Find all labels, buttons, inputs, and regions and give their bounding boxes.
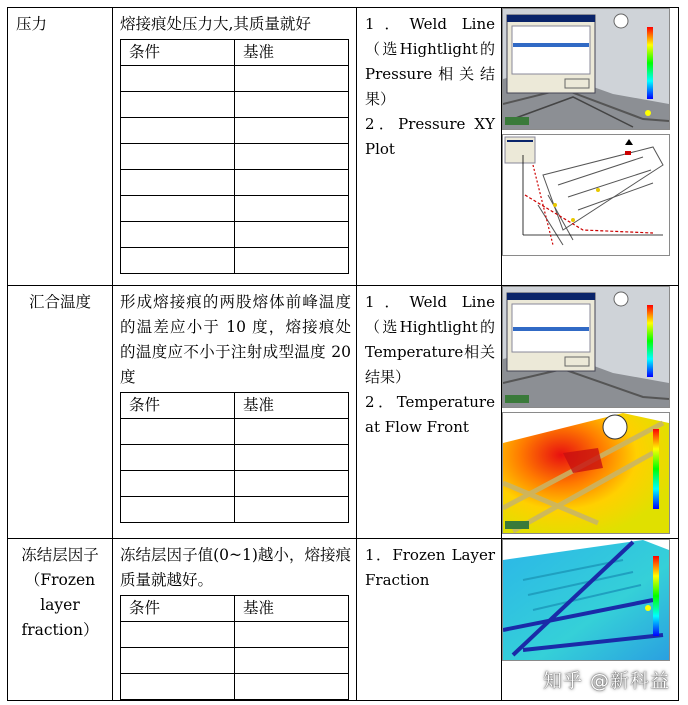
result-item: 1．Weld Line（选Hightlight的Temperature相关结果） bbox=[365, 293, 495, 386]
table-row bbox=[121, 648, 349, 674]
criterion-name: 汇合温度 bbox=[28, 293, 91, 311]
table-row bbox=[121, 622, 349, 648]
condition-table bbox=[120, 595, 349, 700]
baseline-header: 基准 bbox=[235, 596, 349, 622]
result-list bbox=[357, 286, 501, 440]
baseline-header: 基准 bbox=[235, 40, 349, 66]
result-list bbox=[357, 539, 501, 593]
watermark-text: 知乎 @新科益 bbox=[542, 670, 670, 692]
table-row bbox=[121, 66, 349, 92]
table-row bbox=[121, 196, 349, 222]
table-row bbox=[121, 170, 349, 196]
table-row bbox=[121, 118, 349, 144]
table-row bbox=[121, 497, 349, 523]
table-row bbox=[121, 674, 349, 700]
table-row bbox=[121, 248, 349, 274]
criterion-description: 熔接痕处压力大,其质量就好 bbox=[120, 15, 311, 33]
table-row-temperature bbox=[8, 286, 679, 539]
pressure-weld-line-dialog-screenshot bbox=[502, 8, 670, 130]
result-item: 1．Frozen Layer Fraction bbox=[365, 546, 495, 589]
temperature-at-flow-front-plot bbox=[502, 412, 670, 534]
temperature-weld-line-dialog-screenshot bbox=[502, 286, 670, 408]
baseline-header: 基准 bbox=[235, 393, 349, 419]
criterion-name: 冻结层因子（Frozen layer fraction） bbox=[21, 546, 99, 639]
result-item: 1．Weld Line（选Hightlight的Pressure相关结果） bbox=[365, 15, 495, 108]
pressure-xy-plot-screenshot bbox=[502, 134, 670, 256]
table-row bbox=[121, 445, 349, 471]
table-row bbox=[121, 222, 349, 248]
criterion-description: 形成熔接痕的两股熔体前峰温度的温差应小于 10 度，熔接痕处的温度应不小于注射成型温度 20 度 bbox=[120, 293, 351, 386]
condition-header: 条件 bbox=[121, 596, 235, 622]
table-row bbox=[121, 419, 349, 445]
condition-table bbox=[120, 39, 349, 274]
table-row bbox=[121, 92, 349, 118]
table-row bbox=[121, 471, 349, 497]
table-row bbox=[121, 144, 349, 170]
condition-header: 条件 bbox=[121, 393, 235, 419]
weld-line-criteria-table bbox=[7, 7, 679, 701]
result-item: 2．Temperature at Flow Front bbox=[365, 393, 495, 436]
condition-table bbox=[120, 392, 349, 523]
result-list bbox=[357, 8, 501, 162]
criterion-name: 压力 bbox=[16, 15, 48, 33]
criterion-description: 冻结层因子值(0~1)越小，熔接痕质量就越好。 bbox=[120, 546, 351, 589]
condition-header: 条件 bbox=[121, 40, 235, 66]
frozen-layer-fraction-plot bbox=[502, 539, 670, 661]
result-item: 2．Pressure XY Plot bbox=[365, 115, 495, 158]
table-row-pressure bbox=[8, 8, 679, 286]
